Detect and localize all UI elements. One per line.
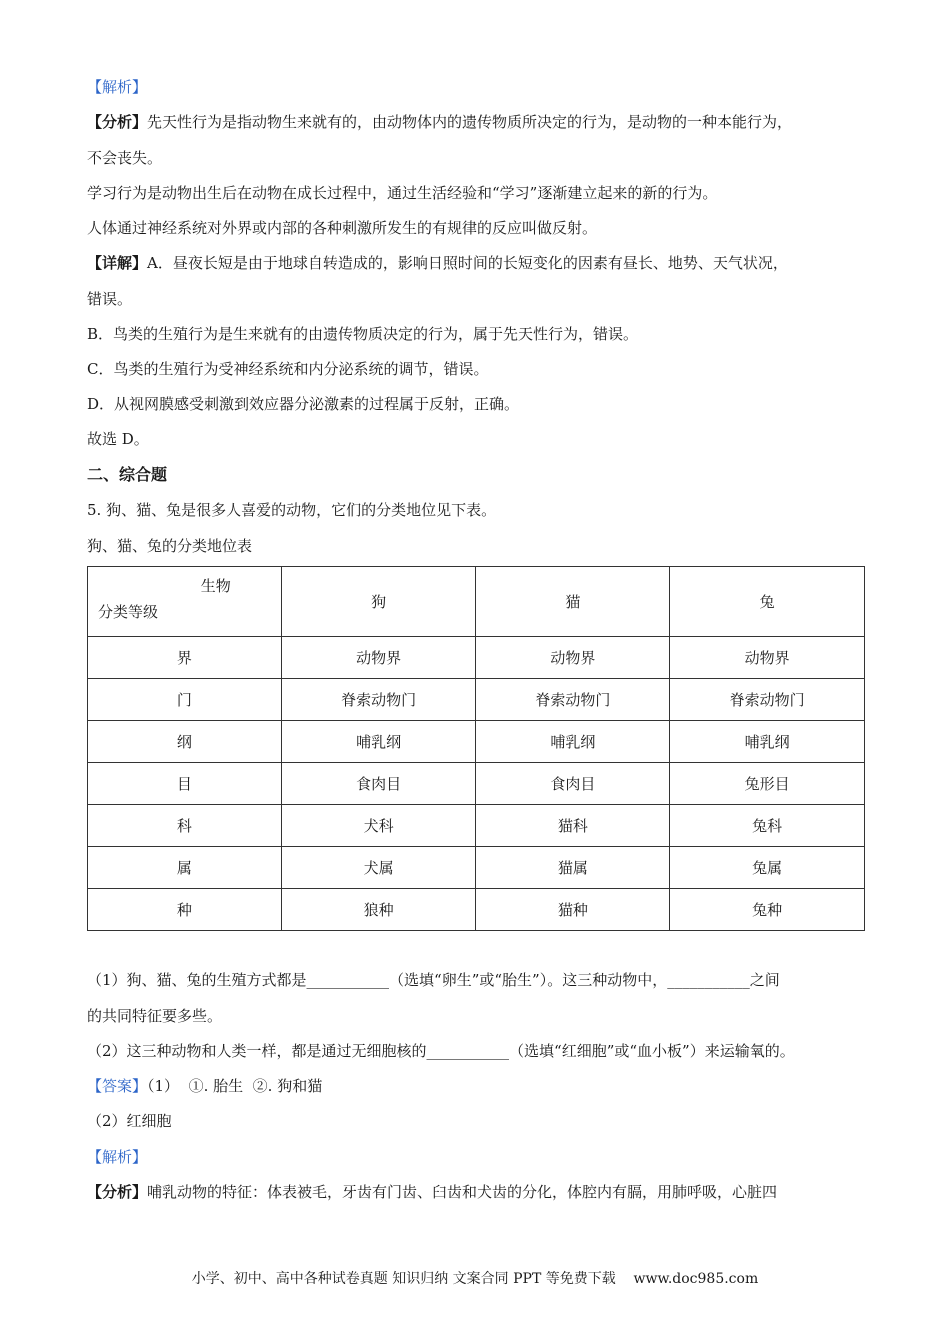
table-cell: 兔形目 [670, 763, 865, 805]
option-c: C．鸟类的生殖行为受神经系统和内分泌系统的调节，错误。 [87, 360, 489, 378]
fenxi-tag: 【分析】 [87, 113, 148, 131]
fenxi-paragraph [87, 112, 792, 132]
table-row [88, 721, 865, 763]
sub-question-1-continued: 的共同特征要多些。 [87, 1007, 223, 1025]
table-row [88, 637, 865, 679]
analysis-header: 【解析】 [87, 78, 148, 96]
reflex-text: 人体通过神经系统对外界或内部的各种刺激所发生的有规律的反应叫做反射。 [87, 219, 598, 237]
column-header: 猫 [476, 567, 670, 637]
rank-cell: 纲 [88, 721, 282, 763]
fenxi-continued: 不会丧失。 [87, 149, 163, 167]
answer-part-2: （2）红细胞 [87, 1112, 172, 1130]
table-row [88, 763, 865, 805]
table-cell: 食肉目 [281, 763, 476, 805]
rank-cell: 目 [88, 763, 282, 805]
answer-text: （1） ①. 胎生 ②. 狗和猫 [147, 1077, 323, 1095]
detail-tag: 【详解】 [87, 254, 148, 272]
table-cell: 犬科 [281, 805, 476, 847]
table-cell: 动物界 [476, 637, 670, 679]
rank-cell: 门 [88, 679, 282, 721]
sub-question-2: （2）这三种动物和人类一样，都是通过无细胞核的___________（选填“红细胞”或“血小板”）来运输氧的。 [87, 1042, 795, 1060]
fenxi-text-2: 哺乳动物的特征：体表被毛，牙齿有门齿、臼齿和犬齿的分化，体腔内有膈，用肺呼吸，心脏四 [147, 1183, 778, 1201]
learning-behavior-text: 学习行为是动物出生后在动物在成长过程中，通过生活经验和“学习”逐渐建立起来的新的行为。 [87, 184, 718, 202]
section-title: 二、综合题 [87, 465, 168, 484]
question-stem: 5. 狗、猫、兔是很多人喜爱的动物，它们的分类地位见下表。 [87, 501, 497, 519]
table-cell: 猫种 [476, 889, 670, 931]
fenxi-text: 先天性行为是指动物生来就有的，由动物体内的遗传物质所决定的行为，是动物的一种本能行为， [147, 113, 793, 131]
fenxi-tag-2: 【分析】 [87, 1183, 148, 1201]
table-cell: 哺乳纲 [670, 721, 865, 763]
table-cell: 哺乳纲 [476, 721, 670, 763]
table-cell: 猫科 [476, 805, 670, 847]
header-rank-label: 分类等级 [98, 603, 159, 621]
table-cell: 脊索动物门 [476, 679, 670, 721]
detail-text: A．昼夜长短是由于地球自转造成的，影响日照时间的长短变化的因素有昼长、地势、天气状况， [147, 254, 788, 272]
detail-paragraph [87, 253, 788, 273]
table-cell: 犬属 [281, 847, 476, 889]
option-d: D．从视网膜感受刺激到效应器分泌激素的过程属于反射，正确。 [87, 395, 520, 413]
table-caption: 狗、猫、兔的分类地位表 [87, 537, 253, 555]
table-row [88, 889, 865, 931]
rank-cell: 界 [88, 637, 282, 679]
choice-conclusion: 故选 D。 [87, 430, 149, 448]
header-organism-label: 生物 [200, 577, 231, 595]
table-cell: 脊索动物门 [281, 679, 476, 721]
detail-continued: 错误。 [87, 290, 133, 308]
table-row [88, 805, 865, 847]
rank-cell: 种 [88, 889, 282, 931]
answer-tag: 【答案】 [87, 1077, 148, 1095]
table-cell: 动物界 [281, 637, 476, 679]
header-diagonal-line [87, 566, 282, 636]
table-cell: 食肉目 [476, 763, 670, 805]
table-cell: 兔种 [670, 889, 865, 931]
table-row [88, 847, 865, 889]
answer-paragraph [87, 1076, 322, 1096]
table-cell: 猫属 [476, 847, 670, 889]
table-cell: 狼种 [281, 889, 476, 931]
rank-cell: 科 [88, 805, 282, 847]
column-header: 狗 [281, 567, 476, 637]
page-footer: 小学、初中、高中各种试卷真题 知识归纳 文案合同 PPT 等免费下载 www.doc985.com [191, 1271, 759, 1287]
table-cell: 动物界 [670, 637, 865, 679]
sub-question-1: （1）狗、猫、兔的生殖方式都是___________（选填“卵生”或“胎生”）。这三种动物中，___________之间 [87, 971, 780, 989]
fenxi-paragraph-2 [87, 1182, 777, 1202]
rank-cell: 属 [88, 847, 282, 889]
table-cell: 哺乳纲 [281, 721, 476, 763]
table-cell: 脊索动物门 [670, 679, 865, 721]
table-cell: 兔科 [670, 805, 865, 847]
option-b: B．鸟类的生殖行为是生来就有的由遗传物质决定的行为，属于先天性行为，错误。 [87, 325, 639, 343]
table-cell: 兔属 [670, 847, 865, 889]
analysis-header-2: 【解析】 [87, 1148, 148, 1166]
column-header: 兔 [670, 567, 865, 637]
table-row [88, 679, 865, 721]
